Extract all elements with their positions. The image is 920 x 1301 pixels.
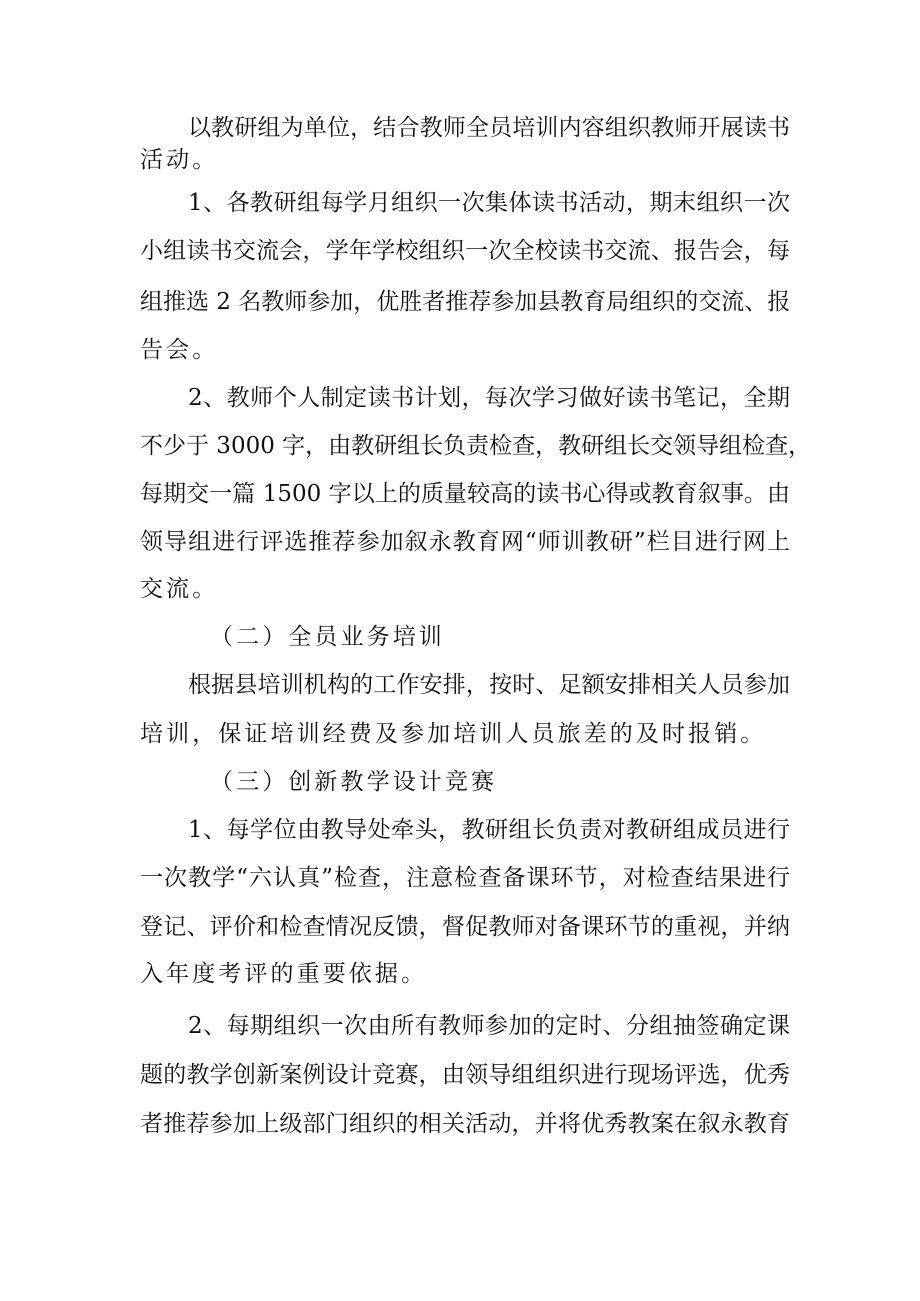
intro-line-1: 以教研组为单位，结合教师全员培训内容组织教师开展读书 bbox=[188, 115, 790, 141]
section3-item1-line-4: 入年度考评的重要依据。 bbox=[140, 961, 428, 987]
intro-line-2: 活动。 bbox=[140, 147, 219, 173]
item1-line-3: 组推选 2 名教师参加，优胜者推荐参加县教育局组织的交流、报 bbox=[140, 289, 791, 315]
section2-heading: （二）全员业务培训 bbox=[210, 624, 445, 650]
section3-item2-line-3: 者推荐参加上级部门组织的相关活动，并将优秀教案在叙永教育 bbox=[140, 1111, 790, 1137]
item2-line-4: 领导组进行评选推荐参加叙永教育网“师训教研”栏目进行网上 bbox=[140, 529, 790, 555]
item2-line-2: 不少于 3000 字，由教研组长负责检查，教研组长交领导组检查， bbox=[140, 433, 812, 459]
section3-item2-line-1: 2、每期组织一次由所有教师参加的定时、分组抽签确定课 bbox=[188, 1013, 790, 1039]
section3-item1-line-3: 登记、评价和检查情况反馈，督促教师对备课环节的重视，并纳 bbox=[140, 914, 790, 940]
section3-item1-line-1: 1、每学位由教导处牵头，教研组长负责对教研组成员进行 bbox=[188, 817, 790, 843]
item2-line-3: 每期交一篇 1500 字以上的质量较高的读书心得或教育叙事。由 bbox=[140, 481, 790, 507]
item1-line-1: 1、各教研组每学月组织一次集体读书活动，期末组织一次 bbox=[188, 190, 790, 216]
section3-item2-line-2: 题的教学创新案例设计竞赛，由领导组组织进行现场评选，优秀 bbox=[140, 1062, 790, 1088]
section3-heading: （三）创新教学设计竞赛 bbox=[210, 769, 498, 795]
section2-line-1: 根据县培训机构的工作安排，按时、足额安排相关人员参加 bbox=[188, 672, 790, 698]
item1-line-4: 告会。 bbox=[140, 337, 219, 363]
item2-line-5: 交流。 bbox=[140, 576, 219, 602]
section3-item1-line-2: 一次教学“六认真”检查，注意检查备课环节，对检查结果进行 bbox=[140, 865, 790, 891]
item2-line-1: 2、教师个人制定读书计划，每次学习做好读书笔记，全期 bbox=[188, 385, 790, 411]
item1-line-2: 小组读书交流会，学年学校组织一次全校读书交流、报告会，每 bbox=[140, 238, 790, 264]
section2-line-2: 培训，保证培训经费及参加培训人员旅差的及时报销。 bbox=[140, 721, 767, 747]
